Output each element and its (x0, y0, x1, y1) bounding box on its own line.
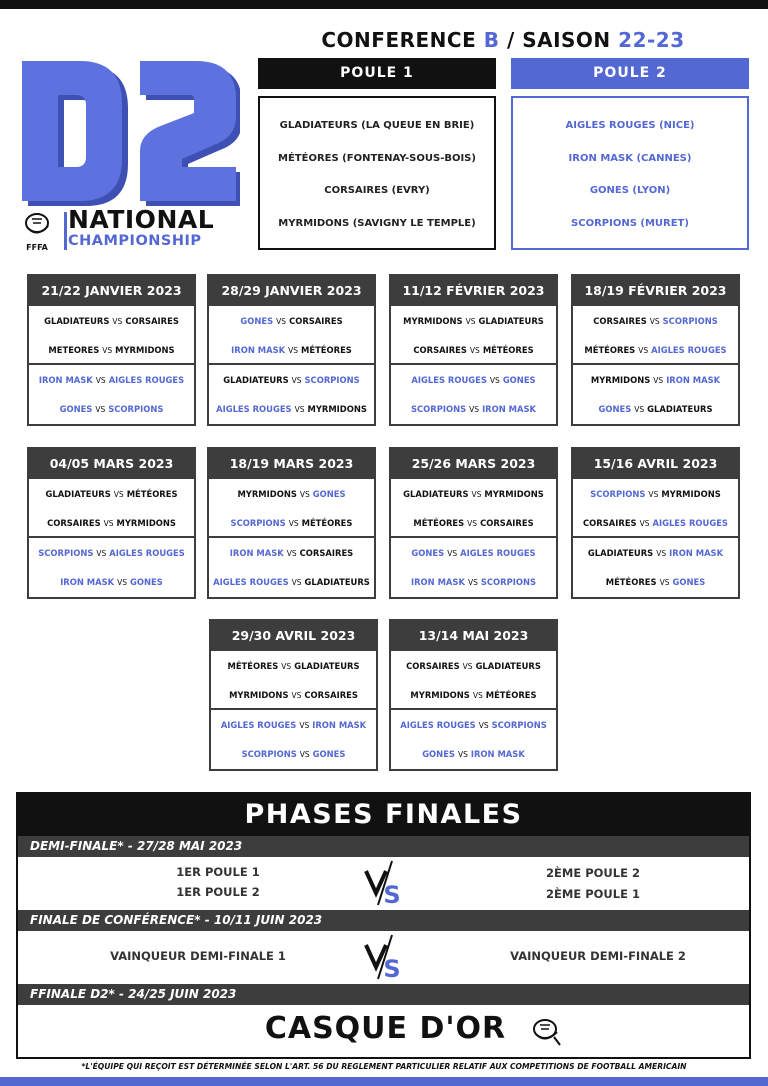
match-row (391, 569, 556, 598)
versus-label: VS (299, 490, 310, 499)
home-team: MÉTÉORES (227, 661, 279, 671)
match-row (209, 510, 374, 539)
poule2-team-list (511, 96, 749, 250)
away-team: SCORPIONS (304, 375, 360, 385)
trophy-name: CASQUE D'OR (264, 1011, 507, 1046)
away-team: GLADIATEURS (304, 577, 370, 587)
home-team: MÉTÉORES (605, 577, 657, 587)
semi-final-label: DEMI-FINALE* - 27/28 MAI 2023 (18, 836, 749, 857)
home-team: GLADIATEURS (403, 489, 469, 499)
home-team: IRON MASK (38, 375, 93, 385)
match-row (211, 653, 376, 682)
match-row (209, 396, 374, 425)
matchday-card (571, 274, 740, 426)
home-team: MYRMIDONS (237, 489, 297, 499)
poule2-team: SCORPIONS (MURET) (571, 217, 689, 229)
home-team: IRON MASK (410, 577, 465, 587)
poule1-matches (391, 306, 556, 365)
logo-national: NATIONAL (68, 205, 215, 234)
matchday-card (209, 619, 378, 771)
matchday-date: 18/19 MARS 2023 (209, 449, 374, 479)
matchday-date: 04/05 MARS 2023 (29, 449, 194, 479)
poule1-team-list (258, 96, 496, 250)
home-team: MYRMIDONS (229, 690, 289, 700)
helmet-ball-icon (530, 1015, 562, 1049)
versus-label: VS (653, 376, 664, 385)
semi-right-2: 2ÈME POULE 1 (546, 887, 640, 901)
versus-label: VS (469, 405, 480, 414)
poule1-matches (29, 306, 194, 365)
versus-label: VS (291, 691, 302, 700)
semi-final-row (18, 857, 749, 910)
home-team: MYRMIDONS (403, 316, 463, 326)
away-team: IRON MASK (470, 749, 525, 759)
versus-label: VS (634, 405, 645, 414)
away-team: CORSAIRES (304, 690, 358, 700)
poule2-matches (573, 538, 738, 597)
match-row (29, 569, 194, 598)
title-season: 22-23 (618, 28, 685, 52)
matchday-card (389, 274, 558, 426)
poule2-matches (209, 365, 374, 424)
away-team: GONES (130, 577, 163, 587)
match-row (391, 510, 556, 539)
versus-label: VS (294, 405, 305, 414)
match-row (573, 308, 738, 337)
away-team: AIGLES ROUGES (652, 518, 728, 528)
versus-icon (362, 859, 406, 909)
home-team: GONES (422, 749, 455, 759)
match-row (573, 396, 738, 425)
match-row (391, 653, 556, 682)
versus-label: VS (649, 317, 660, 326)
versus-label: VS (113, 490, 124, 499)
matchday-date: 11/12 FÉVRIER 2023 (391, 276, 556, 306)
home-team: GONES (411, 548, 445, 558)
home-team: AIGLES ROUGES (220, 720, 297, 730)
svg-text:S: S (383, 955, 401, 983)
versus-label: VS (299, 750, 310, 759)
versus-label: VS (112, 317, 123, 326)
away-team: GONES (672, 577, 706, 587)
away-team: MÉTÉORES (482, 345, 534, 355)
away-team: CORSAIRES (289, 316, 343, 326)
away-team: IRON MASK (312, 720, 367, 730)
match-row (209, 367, 374, 396)
poule2-team: AIGLES ROUGES (NICE) (565, 120, 695, 131)
away-team: CORSAIRES (480, 518, 534, 528)
away-team: GONES (312, 749, 346, 759)
match-row (391, 741, 556, 770)
home-team: CORSAIRES (47, 518, 101, 528)
poule2-matches (573, 365, 738, 424)
away-team: GONES (312, 489, 346, 499)
conference-final-row (18, 931, 749, 984)
versus-label: VS (462, 662, 473, 671)
matchday-card (389, 619, 558, 771)
poule1-team: MÉTÉORES (FONTENAY-SOUS-BOIS) (278, 152, 476, 164)
away-team: SCORPIONS (108, 404, 164, 414)
home-team: MÉTÉORES (413, 518, 465, 528)
home-team: CORSAIRES (406, 661, 460, 671)
match-row (391, 367, 556, 396)
away-team: MYRMIDONS (661, 489, 721, 499)
poule2-matches (29, 538, 194, 597)
match-row (209, 308, 374, 337)
away-team: CORSAIRES (299, 548, 354, 558)
match-row (391, 682, 556, 711)
poule1-team: MYRMIDONS (SAVIGNY LE TEMPLE) (278, 217, 476, 229)
versus-label: VS (286, 549, 297, 558)
home-team: METEORES (48, 345, 100, 355)
versus-label: VS (117, 578, 128, 587)
away-team: MYRMIDONS (307, 404, 367, 414)
home-team: GLADIATEURS (45, 489, 111, 499)
versus-label: VS (96, 549, 107, 558)
match-row (209, 569, 374, 598)
poule1-matches (573, 479, 738, 538)
matchday-date: 28/29 JANVIER 2023 (209, 276, 374, 306)
versus-label: VS (659, 578, 670, 587)
home-team: SCORPIONS (38, 548, 94, 558)
versus-label: VS (638, 346, 649, 355)
matchday-card (207, 447, 376, 599)
match-row (573, 481, 738, 510)
matchday-card (571, 447, 740, 599)
away-team: IRON MASK (669, 548, 724, 558)
home-team: GLADIATEURS (44, 316, 110, 326)
match-row (209, 540, 374, 569)
home-team: SCORPIONS (230, 518, 286, 528)
away-team: SCORPIONS (662, 316, 718, 326)
matchday-card (27, 274, 196, 426)
logo-divider (64, 212, 67, 250)
title-part1: CONFERENCE (321, 28, 477, 52)
footnote: *L'ÉQUIPE QUI REÇOIT EST DÉTERMINÉE SELON L'ART. 56 DU REGLEMENT PARTICULIER RELATIF AUX COMPETITIONS DE FOOTBALL AMERICAIN (81, 1062, 687, 1071)
versus-label: VS (457, 750, 468, 759)
away-team: AIGLES ROUGES (460, 548, 536, 558)
home-team: GLADIATEURS (587, 548, 654, 558)
matchday-date: 15/16 AVRIL 2023 (573, 449, 738, 479)
poule2-team: IRON MASK (CANNES) (568, 152, 692, 164)
versus-label: VS (288, 346, 299, 355)
away-team: MYRMIDONS (115, 345, 175, 355)
poule1-matches (211, 651, 376, 710)
away-team: GONES (502, 375, 536, 385)
matchday-card (27, 447, 196, 599)
home-team: IRON MASK (231, 345, 286, 355)
home-team: AIGLES ROUGES (411, 375, 487, 385)
match-row (573, 569, 738, 598)
away-team: GLADIATEURS (294, 661, 360, 671)
versus-label: VS (478, 721, 489, 730)
poule1-matches (209, 479, 374, 538)
away-team: MÉTÉORES (301, 345, 352, 355)
poule2-matches (209, 538, 374, 597)
matchday-date: 21/22 JANVIER 2023 (29, 276, 194, 306)
match-row (29, 367, 194, 396)
home-team: SCORPIONS (410, 404, 467, 414)
logo-championship: CHAMPIONSHIP (68, 233, 202, 249)
versus-label: VS (471, 490, 482, 499)
home-team: AIGLES ROUGES (400, 720, 476, 730)
match-row (391, 481, 556, 510)
poule1-matches (209, 306, 374, 365)
match-row (29, 396, 194, 425)
d2-final-row (18, 1005, 749, 1057)
match-row (29, 481, 194, 510)
conf-final-right: VAINQUEUR DEMI-FINALE 2 (510, 949, 686, 963)
home-team: GONES (59, 404, 93, 414)
away-team: CORSAIRES (125, 316, 179, 326)
page-title (258, 28, 748, 52)
away-team: AIGLES ROUGES (651, 345, 727, 355)
home-team: IRON MASK (60, 577, 115, 587)
away-team: MYRMIDONS (484, 489, 544, 499)
match-row (391, 337, 556, 366)
match-row (573, 540, 738, 569)
match-row (29, 308, 194, 337)
match-row (29, 337, 194, 366)
match-row (209, 337, 374, 366)
versus-icon (362, 933, 406, 983)
home-team: CORSAIRES (583, 518, 637, 528)
versus-label: VS (291, 376, 302, 385)
versus-label: VS (291, 578, 302, 587)
away-team: GLADIATEURS (478, 316, 544, 326)
fffa-logo-icon (20, 210, 54, 252)
match-row (211, 712, 376, 741)
versus-label: VS (95, 405, 106, 414)
home-team: CORSAIRES (593, 316, 647, 326)
semi-left-2: 1ER POULE 2 (176, 885, 260, 899)
match-row (29, 540, 194, 569)
matchday-card (207, 274, 376, 426)
home-team: MYRMIDONS (590, 375, 651, 385)
match-row (391, 712, 556, 741)
fffa-label: FFFA (26, 243, 48, 252)
match-row (211, 682, 376, 711)
poule1-header: POULE 1 (258, 58, 496, 89)
poule1-matches (573, 306, 738, 365)
versus-label: VS (472, 691, 483, 700)
versus-label: VS (288, 519, 299, 528)
poule2-team: GONES (LYON) (589, 185, 671, 196)
home-team: AIGLES ROUGES (216, 404, 292, 414)
poule2-header: POULE 2 (511, 58, 749, 89)
versus-label: VS (648, 490, 659, 499)
versus-label: VS (281, 662, 292, 671)
bottom-bar (0, 1077, 768, 1086)
d2-logo-mark (18, 55, 240, 207)
conference-final-label: FINALE DE CONFÉRENCE* - 10/11 JUIN 2023 (18, 910, 749, 931)
away-team: GLADIATEURS (647, 404, 713, 414)
match-row (391, 308, 556, 337)
home-team: IRON MASK (229, 548, 284, 558)
away-team: IRON MASK (666, 375, 721, 385)
away-team: SCORPIONS (480, 577, 537, 587)
versus-label: VS (489, 376, 500, 385)
matchday-date: 29/30 AVRIL 2023 (211, 621, 376, 651)
versus-label: VS (95, 376, 106, 385)
d2-logo (16, 55, 242, 255)
versus-label: VS (656, 549, 667, 558)
versus-label: VS (467, 578, 478, 587)
home-team: CORSAIRES (413, 345, 467, 355)
match-row (209, 481, 374, 510)
versus-label: VS (639, 519, 650, 528)
matchday-date: 25/26 MARS 2023 (391, 449, 556, 479)
home-team: MÉTÉORES (584, 345, 636, 355)
versus-label: VS (467, 519, 478, 528)
match-row (29, 510, 194, 539)
finals-panel (16, 792, 751, 1059)
matchday-card (389, 447, 558, 599)
title-conference: B (483, 28, 500, 52)
home-team: SCORPIONS (590, 489, 646, 499)
semi-left-1: 1ER POULE 1 (176, 865, 260, 879)
away-team: AIGLES ROUGES (109, 548, 185, 558)
poule1-matches (29, 479, 194, 538)
versus-label: VS (447, 549, 458, 558)
match-row (391, 396, 556, 425)
versus-label: VS (276, 317, 287, 326)
poule2-matches (211, 710, 376, 769)
home-team: SCORPIONS (241, 749, 297, 759)
poule2-matches (29, 365, 194, 424)
away-team: IRON MASK (482, 404, 537, 414)
poule1-matches (391, 479, 556, 538)
home-team: AIGLES ROUGES (213, 577, 289, 587)
matchday-date: 13/14 MAI 2023 (391, 621, 556, 651)
top-bar (0, 0, 768, 9)
d2-final-label: FFINALE D2* - 24/25 JUIN 2023 (18, 984, 749, 1005)
poule2-matches (391, 538, 556, 597)
versus-label: VS (102, 346, 113, 355)
away-team: MÉTÉORES (301, 518, 353, 528)
svg-text:S: S (383, 881, 401, 909)
home-team: GLADIATEURS (223, 375, 289, 385)
away-team: MYRMIDONS (116, 518, 176, 528)
finals-title: PHASES FINALES (18, 794, 749, 836)
matchday-date: 18/19 FÉVRIER 2023 (573, 276, 738, 306)
match-row (573, 510, 738, 539)
away-team: SCORPIONS (491, 720, 547, 730)
away-team: MÉTÉORES (126, 489, 178, 499)
away-team: GLADIATEURS (475, 661, 541, 671)
poule1-team: GLADIATEURS (LA QUEUE EN BRIE) (279, 120, 475, 131)
home-team: GONES (598, 404, 632, 414)
away-team: MÉTÉORES (485, 690, 537, 700)
title-part2: / SAISON (506, 28, 611, 52)
home-team: MYRMIDONS (410, 690, 470, 700)
poule1-matches (391, 651, 556, 710)
versus-label: VS (103, 519, 114, 528)
home-team: GONES (240, 316, 274, 326)
poule2-matches (391, 710, 556, 769)
conf-final-left: VAINQUEUR DEMI-FINALE 1 (110, 949, 286, 963)
match-row (573, 367, 738, 396)
versus-label: VS (469, 346, 480, 355)
versus-label: VS (465, 317, 476, 326)
match-row (391, 540, 556, 569)
semi-right-1: 2ÈME POULE 2 (546, 866, 640, 880)
away-team: AIGLES ROUGES (108, 375, 185, 385)
poule1-team: CORSAIRES (EVRY) (324, 185, 430, 196)
match-row (573, 337, 738, 366)
match-row (211, 741, 376, 770)
poule2-matches (391, 365, 556, 424)
versus-label: VS (299, 721, 310, 730)
